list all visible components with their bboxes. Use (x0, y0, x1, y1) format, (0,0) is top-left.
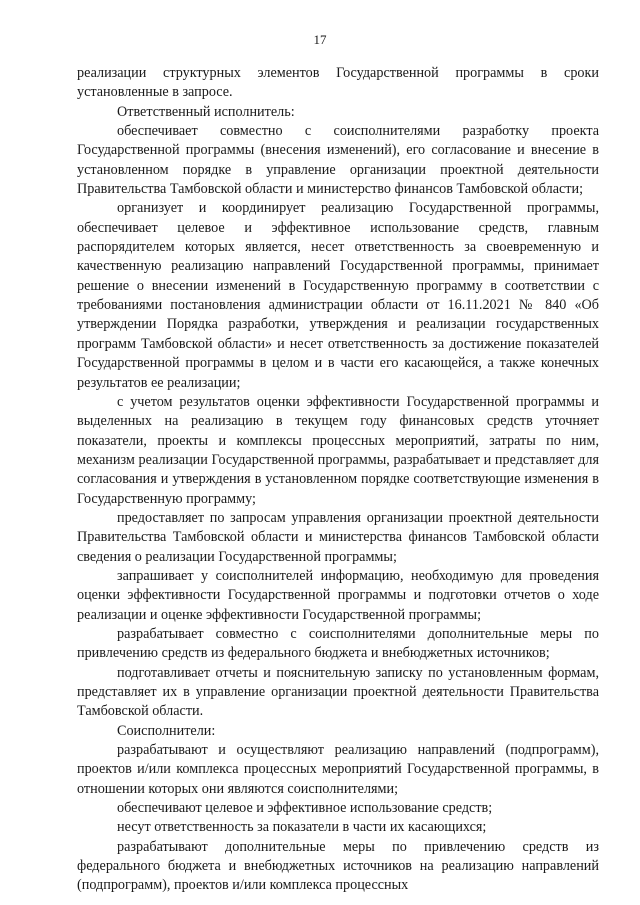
paragraph: организует и координирует реализацию Государственной программы, обеспечивает целевое и эффективное использование средств, главным распорядителем которых является, несет ответственность за своевременную и качественную реализацию направлений Государственной программы, принимает решение о внесении изменений в Государственную программу в соответствии с требованиями постановления администрации области от 16.11.2021 № 840 «Об утверждении Порядка разработки, утверждения и реализации государственных программ Тамбовской области» и несет ответственность за достижение показателей Государственной программы в целом и в части его касающейся, а также конечных результатов ее реализации; (77, 200, 599, 391)
document-body (77, 64, 599, 896)
paragraph: предоставляет по запросам управления организации проектной деятельности Правительства Тамбовской области и министерства финансов Тамбовской области сведения о реализации Государственной программы; (77, 509, 599, 565)
paragraph: запрашивает у соисполнителей информацию, необходимую для проведения оценки эффективности Государственной программы и подготовки отчетов о ходе реализации и оценке эффективности Государственной программы; (77, 567, 599, 623)
paragraph: несут ответственность за показатели в части их касающихся; (117, 819, 487, 836)
paragraph: разрабатывают и осуществляют реализацию направлений (подпрограмм), проектов и/или комплекса процессных мероприятий Государственной программы, в отношении которых они являются соисполнителями; (77, 742, 599, 797)
paragraph: разрабатывают дополнительные меры по привлечению средств из федерального бюджета и внебюджетных источников на реализацию направлений (подпрограмм), проектов и/или комплекса процессных (77, 838, 599, 894)
section-heading: Соисполнители: (117, 722, 216, 739)
paragraph: обеспечивает совместно с соисполнителями разработку проекта Государственной программы (внесения изменений), его согласование и внесение в установленном порядке в управление организации проектной деятельности Правительства Тамбовской области и министерство финансов Тамбовской области; (77, 123, 599, 198)
paragraph: Ответственный исполнитель: (117, 103, 295, 120)
paragraph: разрабатывает совместно с соисполнителями дополнительные меры по привлечению средств из федерального бюджета и внебюджетных источников; (77, 625, 599, 662)
paragraph: реализации структурных элементов Государственной программы в сроки установленные в запросе. (77, 65, 599, 101)
paragraph: обеспечивают целевое и эффективное использование средств; (117, 800, 493, 817)
page-number: 17 (313, 32, 327, 47)
paragraph: с учетом результатов оценки эффективности Государственной программы и выделенных на реализацию в текущем году финансовых средств уточняет показатели, проекты и комплексы процессных мероприятий, затраты по ним, механизм реализации Государственной программы, разрабатывает и представляет для согласования и утверждения в установленном порядке соответствующие изменения в Государственную программу; (77, 393, 599, 507)
paragraph: подготавливает отчеты и пояснительную записку по установленным формам, представляет их в управление организации проектной деятельности Правительства Тамбовской области. (77, 664, 599, 720)
